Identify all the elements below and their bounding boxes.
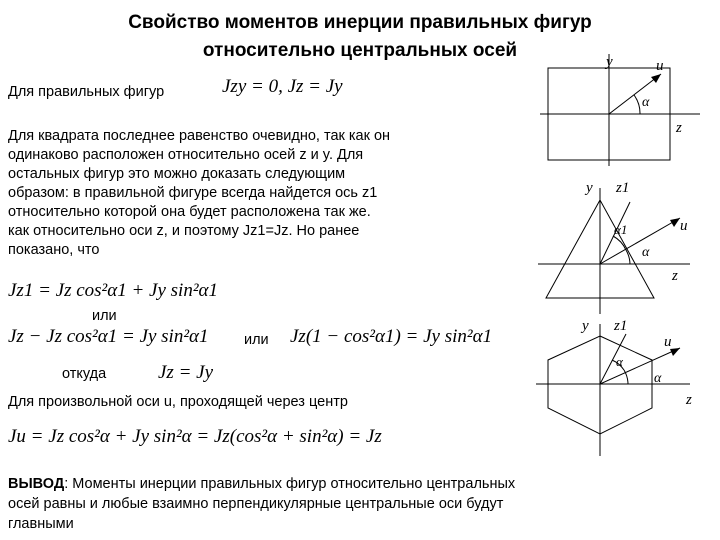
square-u-arrow bbox=[651, 74, 661, 83]
formula-factored: Jz(1 − cos²α1) = Jy sin²α1 bbox=[290, 326, 493, 347]
square-alpha-arc bbox=[634, 95, 640, 114]
paragraph-line-2: одинаково расположен относительно осей z и y. Для bbox=[8, 147, 364, 163]
hexagon-label-z1: z1 bbox=[614, 318, 628, 334]
arbitrary-axis-text: Для произвольной оси u, проходящей через центр bbox=[8, 394, 348, 410]
paragraph-line-6: как относительно оси z, и поэтому Jz1=Jz. Но ранее bbox=[8, 223, 360, 239]
or-label-2: или bbox=[244, 332, 269, 348]
triangle-label-alpha: α bbox=[642, 245, 650, 260]
hexagon-label-alpha: α bbox=[654, 371, 662, 386]
hexagon-u-arrow bbox=[670, 348, 680, 356]
triangle-label-y: y bbox=[586, 180, 593, 196]
square-label-u: u bbox=[656, 58, 664, 74]
triangle-u-arrow bbox=[670, 218, 680, 227]
triangle-label-z: z bbox=[672, 268, 678, 284]
conclusion-line-3: главными bbox=[8, 516, 74, 532]
triangle-label-alpha1: α1 bbox=[614, 222, 628, 237]
paragraph-line-1: Для квадрата последнее равенство очевидно, так как он bbox=[8, 128, 391, 144]
whence-label: откуда bbox=[62, 366, 107, 382]
square-u-axis bbox=[609, 74, 661, 114]
paragraph-line-5: относительно которой она будет расположена так же. bbox=[8, 204, 371, 220]
square-label-alpha: α bbox=[642, 95, 650, 110]
square-figure bbox=[530, 48, 720, 168]
square-label-y: y bbox=[606, 54, 613, 70]
triangle-label-z1: z1 bbox=[616, 180, 630, 196]
triangle-figure bbox=[530, 178, 720, 318]
conclusion-line-1 bbox=[8, 474, 515, 494]
intro-formula-text: Jzy = 0, Jz = Jy bbox=[222, 76, 343, 97]
conclusion-text-1: : Моменты инерции правильных фигур относительно центральных bbox=[64, 476, 516, 492]
triangle-u-axis bbox=[600, 218, 680, 264]
hexagon-label-u: u bbox=[664, 334, 672, 350]
hexagon-u-axis bbox=[600, 348, 680, 384]
hexagon-label-z: z bbox=[686, 392, 692, 408]
formula-jz1: Jz1 = Jz cos²α1 + Jy sin²α1 bbox=[8, 280, 219, 301]
formula-equal: Jz = Jy bbox=[158, 362, 214, 383]
hexagon-figure bbox=[530, 318, 720, 460]
intro-formula bbox=[222, 76, 343, 98]
page-title: Свойство моментов инерции правильных фигур bbox=[128, 12, 592, 33]
square-label-z: z bbox=[676, 120, 682, 136]
paragraph-line-4: образом: в правильной фигуре всегда найдется ось z1 bbox=[8, 185, 378, 201]
conclusion-line-2: осей равны и любые взаимно перпендикулярные центральные оси будут bbox=[8, 496, 504, 512]
triangle-label-u: u bbox=[680, 218, 688, 234]
paragraph-line-7: показано, что bbox=[8, 242, 100, 258]
paragraph-line-3: остальных фигур это можно доказать следующим bbox=[8, 166, 346, 182]
formula-difference: Jz − Jz cos²α1 = Jy sin²α1 bbox=[8, 326, 209, 347]
triangle-alpha-arc bbox=[626, 250, 630, 264]
or-label-1: или bbox=[92, 308, 117, 324]
hexagon-label-alpha1: α bbox=[616, 354, 623, 369]
page-subtitle: относительно центральных осей bbox=[202, 40, 518, 61]
hexagon-label-y: y bbox=[582, 318, 589, 334]
conclusion-label: ВЫВОД bbox=[8, 476, 65, 492]
intro-label: Для правильных фигур bbox=[8, 84, 165, 100]
formula-ju: Ju = Jz cos²α + Jy sin²α = Jz(cos²α + sin²α) = Jz bbox=[8, 426, 382, 447]
